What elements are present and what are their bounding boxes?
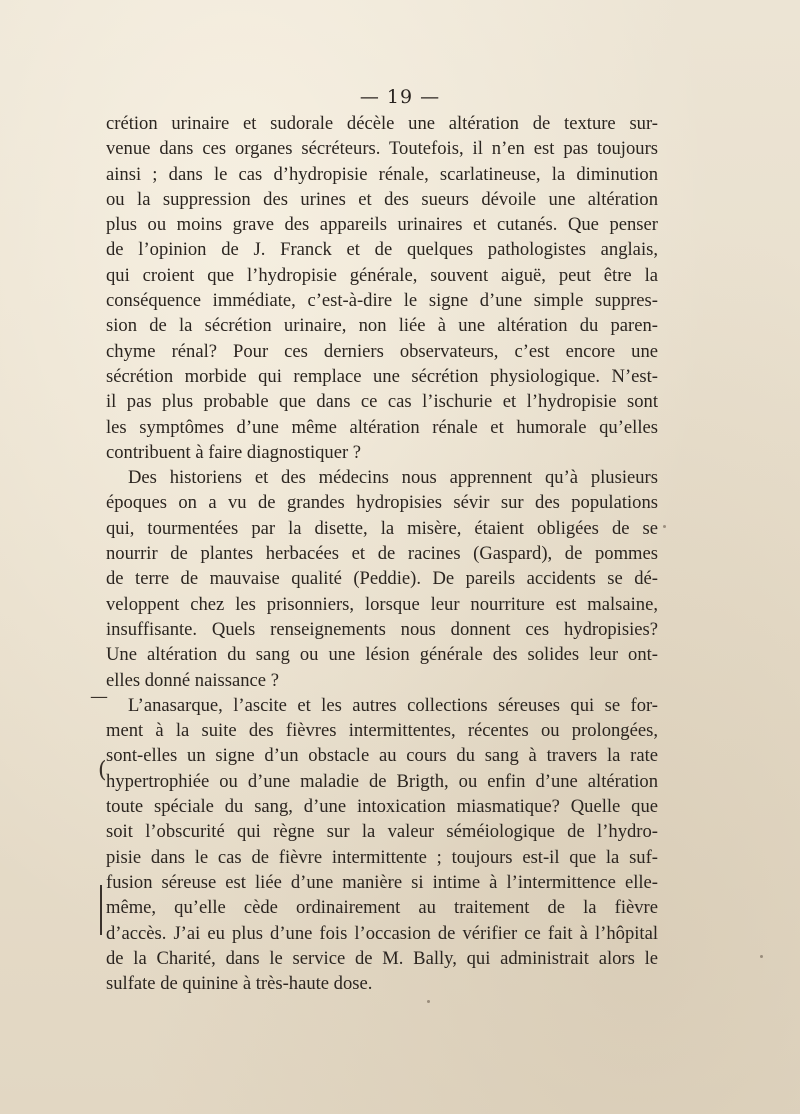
text-line: chyme rénal? Pour ces derniers observateurs, c’est encore une: [106, 340, 658, 362]
text-line: sion de la sécrétion urinaire, non liée à une altération du paren-: [106, 315, 658, 337]
body-text: [106, 111, 658, 996]
text-line: ou la suppression des urines et des sueurs dévoile une altération: [106, 188, 658, 210]
margin-bar-mark: [100, 885, 102, 935]
text-line: hypertrophiée ou d’une maladie de Brigth, ou enfin d’une altération: [106, 770, 658, 792]
paragraph: [106, 465, 658, 693]
paper-speck: [760, 955, 763, 958]
margin-paren-mark: (: [98, 758, 107, 783]
paper-speck: [427, 1000, 430, 1003]
text-line: sécrétion morbide qui remplace une sécrétion physiologique. N’est-: [106, 365, 658, 387]
text-line: de l’opinion de J. Franck et de quelques pathologistes anglais,: [106, 239, 658, 261]
paragraph: [106, 111, 658, 465]
text-line: sulfate de quinine à très-haute dose.: [106, 973, 373, 995]
text-line: ainsi ; dans le cas d’hydropisie rénale, scarlatineuse, la diminution: [106, 163, 658, 185]
text-line: soit l’obscurité qui règne sur la valeur séméiologique de l’hydro-: [106, 821, 658, 843]
text-line: insuffisante. Quels renseignements nous donnent ces hydropisies?: [106, 618, 658, 640]
text-line: plus ou moins grave des appareils urinaires et cutanés. Que penser: [106, 214, 658, 236]
text-line: même, qu’elle cède ordinairement au traitement de la fièvre: [106, 897, 658, 919]
text-line: contribuent à faire diagnostiquer ?: [106, 441, 362, 463]
margin-dash-mark: —: [90, 686, 108, 707]
paper-speck: [663, 525, 666, 528]
text-line: fusion séreuse est liée d’une manière si intime à l’intermittence elle-: [106, 871, 658, 893]
text-line: venue dans ces organes sécréteurs. Toutefois, il n’en est pas toujours: [106, 138, 658, 160]
text-line: conséquence immédiate, c’est-à-dire le signe d’une simple suppres-: [106, 290, 658, 312]
text-line: crétion urinaire et sudorale décèle une altération de texture sur-: [106, 113, 658, 134]
text-line: toute spéciale du sang, d’une intoxication miasmatique? Quelle que: [106, 796, 658, 818]
text-line: ment à la suite des fièvres intermittentes, récentes ou prolongées,: [106, 720, 658, 742]
paragraph: [106, 693, 658, 997]
text-line: sont-elles un signe d’un obstacle au cours du sang à travers la rate: [106, 745, 658, 767]
text-line: d’accès. J’ai eu plus d’une fois l’occasion de vérifier ce fait à l’hôpital: [106, 922, 658, 944]
text-line: de la Charité, dans le service de M. Bally, qui administrait alors le: [106, 947, 658, 969]
text-line: époques on a vu de grandes hydropisies sévir sur des populations: [106, 492, 658, 514]
page-number: — 19 —: [359, 86, 441, 108]
text-line: L’anasarque, l’ascite et les autres collections séreuses qui se for-: [128, 694, 658, 716]
text-line: elles donné naissance ?: [106, 669, 279, 691]
text-line: qui croient que l’hydropisie générale, souvent aiguë, peut être la: [106, 264, 658, 286]
text-line: de terre de mauvaise qualité (Peddie). De pareils accidents se dé-: [106, 568, 658, 590]
text-line: les symptômes d’une même altération rénale et humorale qu’elles: [106, 416, 658, 438]
text-line: qui, tourmentées par la disette, la misère, étaient obligées de se: [106, 517, 658, 539]
text-line: Une altération du sang ou une lésion générale des solides leur ont-: [106, 644, 658, 666]
text-line: Des historiens et des médecins nous apprennent qu’à plusieurs: [128, 467, 658, 489]
text-line: veloppent chez les prisonniers, lorsque leur nourriture est malsaine,: [106, 593, 658, 615]
text-line: il pas plus probable que dans ce cas l’ischurie et l’hydropisie sont: [106, 391, 658, 413]
text-line: pisie dans le cas de fièvre intermittente ; toujours est-il que la suf-: [106, 846, 658, 868]
text-line: nourrir de plantes herbacées et de racines (Gaspard), de pommes: [106, 543, 658, 565]
